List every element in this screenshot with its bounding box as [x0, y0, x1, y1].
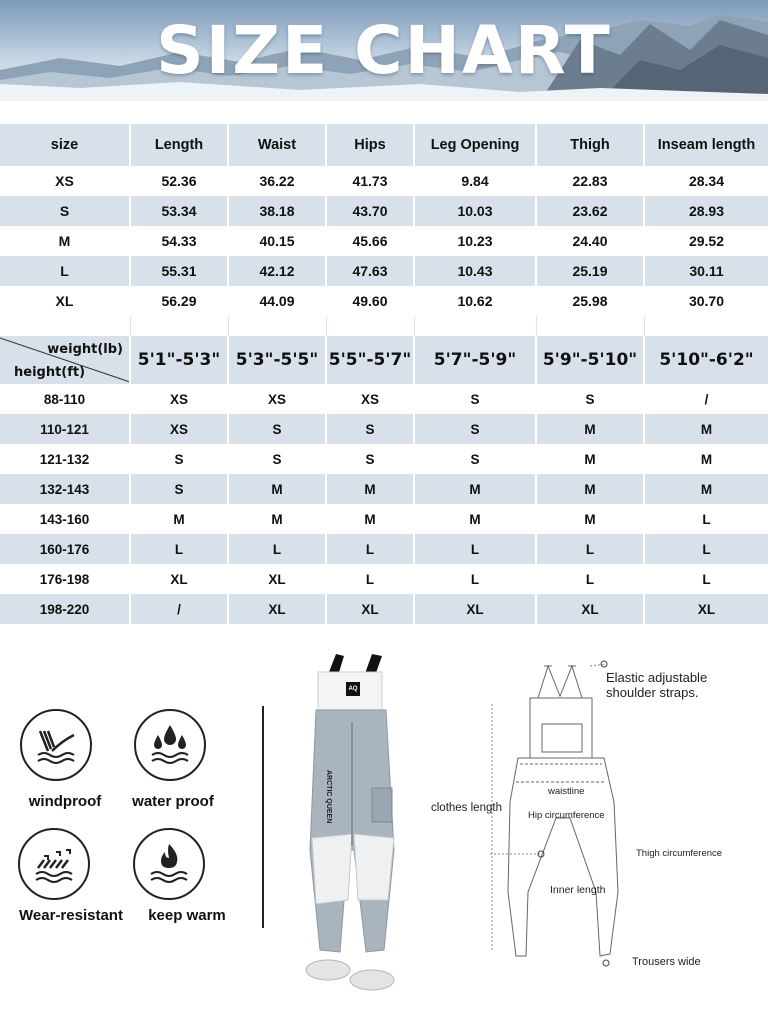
table-cell: L — [644, 534, 768, 564]
table-cell: 176-198 — [0, 564, 130, 594]
table-cell: S — [414, 444, 536, 474]
table-row — [0, 166, 768, 196]
table-cell: 28.34 — [644, 166, 768, 196]
table-cell: L — [414, 564, 536, 594]
table-cell: 9.84 — [414, 166, 536, 196]
table-cell: / — [644, 384, 768, 414]
wear-resistant-label: Wear-resistant — [19, 907, 123, 924]
table-cell: 132-143 — [0, 474, 130, 504]
measurement-header-row — [0, 124, 768, 166]
table-row — [0, 226, 768, 256]
height-header: 5'5"-5'7" — [326, 336, 414, 384]
table-cell: M — [536, 414, 644, 444]
table-cell: 42.12 — [228, 256, 326, 286]
table-cell: 25.98 — [536, 286, 644, 316]
table-cell: 121-132 — [0, 444, 130, 474]
brand-text: ARCTIC QUEEN — [325, 770, 332, 824]
table-cell: 53.34 — [130, 196, 228, 226]
table-cell: / — [130, 594, 228, 624]
table-cell: M — [644, 444, 768, 474]
table-cell: L — [228, 534, 326, 564]
table-cell: M — [326, 504, 414, 534]
product-image — [296, 650, 408, 1000]
table-cell: 198-220 — [0, 594, 130, 624]
table-cell: M — [0, 226, 130, 256]
table-row — [0, 256, 768, 286]
table-cell: 45.66 — [326, 226, 414, 256]
table-cell: M — [644, 474, 768, 504]
header-cell: Thigh — [536, 124, 644, 166]
table-cell: 30.11 — [644, 256, 768, 286]
table-cell: S — [326, 414, 414, 444]
table-row — [0, 414, 768, 444]
keep-warm-icon — [133, 828, 205, 900]
table-cell: XL — [414, 594, 536, 624]
height-header: 5'9"-5'10" — [536, 336, 644, 384]
table-row — [0, 286, 768, 316]
table-cell: L — [130, 534, 228, 564]
waterproof-icon — [134, 709, 206, 781]
divider-line — [262, 706, 264, 928]
table-cell: 10.62 — [414, 286, 536, 316]
diagonal-header-cell — [0, 336, 130, 384]
hip-label: Hip circumference — [528, 810, 605, 821]
height-header: 5'1"-5'3" — [130, 336, 228, 384]
table-cell: 24.40 — [536, 226, 644, 256]
table-cell: M — [536, 504, 644, 534]
table-cell: S — [414, 414, 536, 444]
header-cell: Leg Opening — [414, 124, 536, 166]
table-cell: 22.83 — [536, 166, 644, 196]
weight-label: weight(lb) — [47, 342, 123, 357]
table-cell: M — [130, 504, 228, 534]
table-cell: S — [536, 384, 644, 414]
measurement-table — [0, 124, 768, 336]
table-cell: 49.60 — [326, 286, 414, 316]
table-cell: S — [326, 444, 414, 474]
wear-resistant-icon — [18, 828, 90, 900]
waistline-label: waistline — [548, 786, 585, 797]
header-cell: Waist — [228, 124, 326, 166]
table-cell: M — [414, 504, 536, 534]
table-row — [0, 534, 768, 564]
table-cell: XL — [228, 564, 326, 594]
thigh-label: Thigh circumference — [636, 848, 723, 859]
banner — [0, 0, 768, 101]
table-cell: 29.52 — [644, 226, 768, 256]
banner-title: SIZE CHART — [156, 12, 612, 89]
table-cell: XS — [130, 414, 228, 444]
table-cell: XL — [326, 594, 414, 624]
table-cell: M — [228, 504, 326, 534]
table-cell: XL — [130, 564, 228, 594]
table-cell: 56.29 — [130, 286, 228, 316]
height-header: 5'7"-5'9" — [414, 336, 536, 384]
fit-guide-table — [0, 336, 768, 624]
inner-length-label: Inner length — [550, 884, 606, 896]
table-cell: 143-160 — [0, 504, 130, 534]
table-cell: 25.19 — [536, 256, 644, 286]
table-cell: 28.93 — [644, 196, 768, 226]
clothes-length-label: clothes length — [431, 802, 502, 814]
table-cell: 10.23 — [414, 226, 536, 256]
height-header: 5'3"-5'5" — [228, 336, 326, 384]
table-cell: L — [414, 534, 536, 564]
table-cell: M — [536, 474, 644, 504]
windproof-icon — [20, 709, 92, 781]
table-cell: S — [414, 384, 536, 414]
table-cell: 47.63 — [326, 256, 414, 286]
table-cell: L — [644, 504, 768, 534]
table-cell: XS — [326, 384, 414, 414]
waterproof-label: water proof — [132, 793, 214, 810]
table-cell: 54.33 — [130, 226, 228, 256]
table-cell: XL — [536, 594, 644, 624]
table-cell: 55.31 — [130, 256, 228, 286]
table-row — [0, 504, 768, 534]
table-cell: M — [326, 474, 414, 504]
table-cell: M — [228, 474, 326, 504]
brand-logo: AQ — [348, 686, 358, 692]
table-row — [0, 444, 768, 474]
table-row — [0, 564, 768, 594]
table-cell: 110-121 — [0, 414, 130, 444]
table-cell: M — [414, 474, 536, 504]
table-cell: 23.62 — [536, 196, 644, 226]
table-cell: XL — [0, 286, 130, 316]
fit-header-row — [0, 336, 768, 384]
spacer-row — [0, 316, 768, 336]
table-cell: 36.22 — [228, 166, 326, 196]
header-cell: Hips — [326, 124, 414, 166]
straps-label: Elastic adjustable shoulder straps. — [606, 670, 708, 700]
keep-warm-label: keep warm — [148, 907, 226, 924]
windproof-label: windproof — [28, 793, 102, 810]
table-cell: L — [536, 534, 644, 564]
table-cell: L — [326, 534, 414, 564]
table-cell: XS — [228, 384, 326, 414]
table-row — [0, 594, 768, 624]
table-cell: S — [130, 474, 228, 504]
table-cell: L — [326, 564, 414, 594]
table-cell: S — [228, 414, 326, 444]
table-cell: 30.70 — [644, 286, 768, 316]
table-cell: 52.36 — [130, 166, 228, 196]
table-cell: XL — [644, 594, 768, 624]
table-cell: S — [130, 444, 228, 474]
table-row — [0, 474, 768, 504]
table-row — [0, 196, 768, 226]
table-cell: 38.18 — [228, 196, 326, 226]
height-label: height(ft) — [14, 365, 86, 380]
table-cell: M — [536, 444, 644, 474]
table-cell: L — [644, 564, 768, 594]
table-cell: 88-110 — [0, 384, 130, 414]
table-cell: L — [0, 256, 130, 286]
table-cell: 10.43 — [414, 256, 536, 286]
table-cell: XS — [0, 166, 130, 196]
table-cell: 160-176 — [0, 534, 130, 564]
table-cell: XL — [228, 594, 326, 624]
table-cell: S — [0, 196, 130, 226]
trousers-wide-label: Trousers wide — [632, 956, 701, 968]
height-header: 5'10"-6'2" — [644, 336, 768, 384]
table-row — [0, 384, 768, 414]
table-cell: XS — [130, 384, 228, 414]
table-cell: 40.15 — [228, 226, 326, 256]
table-cell: S — [228, 444, 326, 474]
table-cell: 41.73 — [326, 166, 414, 196]
table-cell: M — [644, 414, 768, 444]
header-cell: Inseam length — [644, 124, 768, 166]
header-cell: size — [0, 124, 130, 166]
table-cell: 10.03 — [414, 196, 536, 226]
table-cell: 43.70 — [326, 196, 414, 226]
measurement-diagram — [420, 652, 760, 1018]
table-cell: L — [536, 564, 644, 594]
table-cell: 44.09 — [228, 286, 326, 316]
header-cell: Length — [130, 124, 228, 166]
